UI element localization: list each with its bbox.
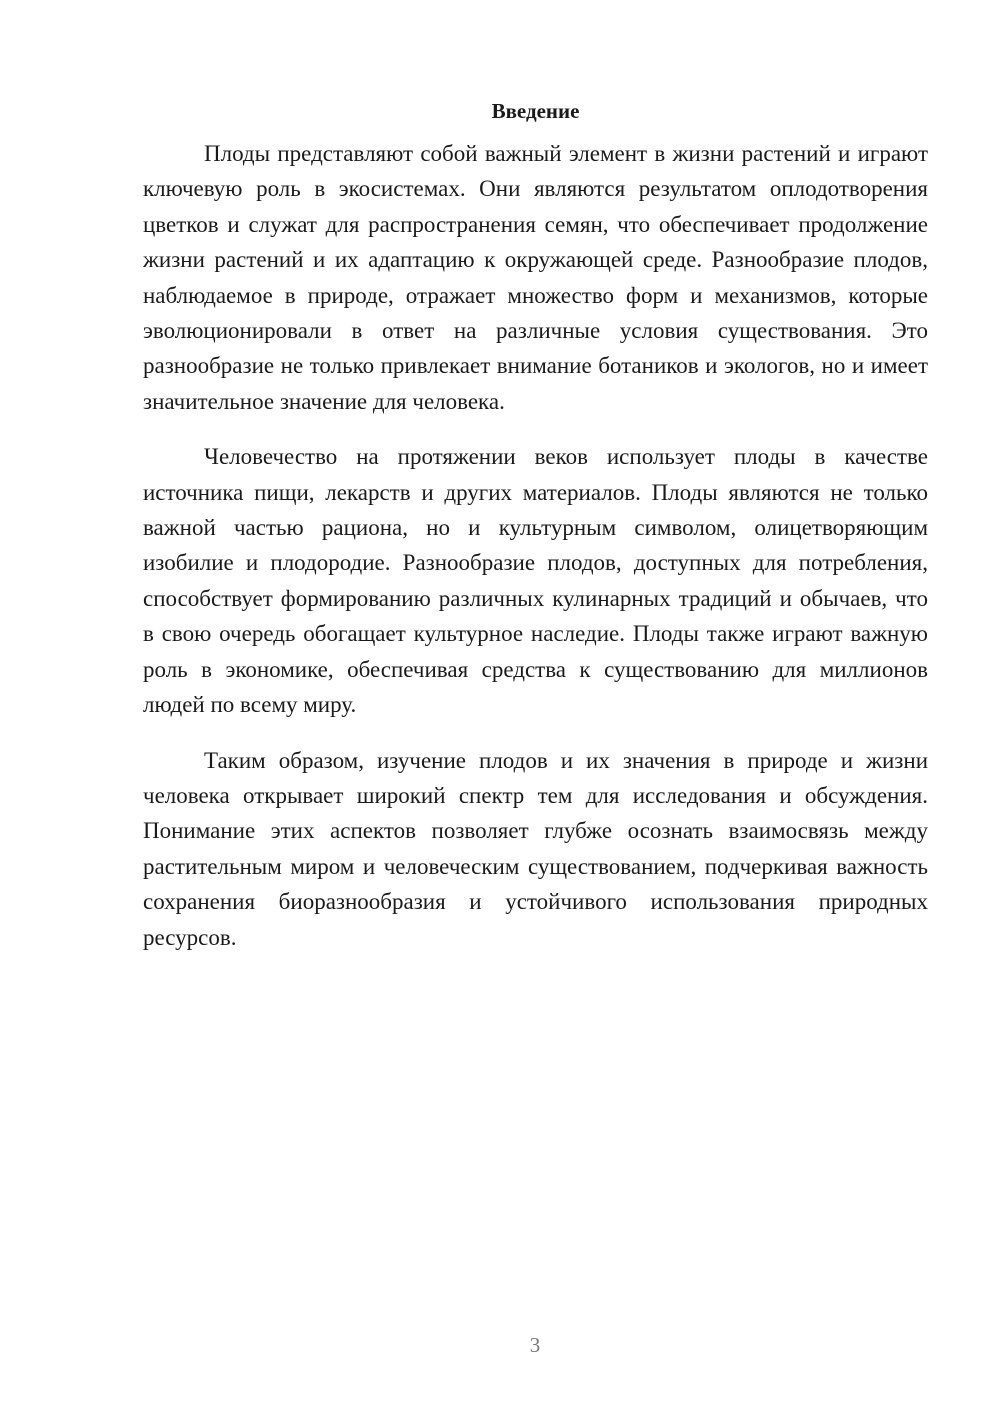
paragraph-2: Человечество на протяжении веков использует плоды в качестве источника пищи, лекарств и других материалов. Плоды являются не только важной частью рациона, но и культурным символом, олицетворяющим изобилие и плодородие. Разнообразие плодов, доступных для потребления, способствует формированию различных кулинарных традиций и обычаев, что в свою очередь обогащает культурное наследие. Плоды также играют важную роль в экономике, обеспечивая средства к существованию для миллионов людей по всему миру. [143, 444, 928, 718]
paragraph-3: Таким образом, изучение плодов и их значения в природе и жизни человека открывает широкий спектр тем для исследования и обсуждения. Понимание этих аспектов позволяет глубже осознать взаимосвязь между растительным миром и человеческим существованием, подчеркивая важность сохранения биоразнообразия и устойчивого использования природных ресурсов. [143, 747, 928, 950]
section-heading: Введение [491, 99, 580, 123]
page-number: 3 [529, 1333, 541, 1357]
paragraph-1: Плоды представляют собой важный элемент в жизни растений и играют ключевую роль в экосистемах. Они являются результатом оплодотворения цветков и служат для распространения семян, что обеспечивает продолжение жизни растений и их адаптацию к окружающей среде. Разнообразие плодов, наблюдаемое в природе, отражает множество форм и механизмов, которые эволюционировали в ответ на различные условия существования. Это разнообразие не только привлекает внимание ботаников и экологов, но и имеет значительное значение для человека. [143, 141, 928, 414]
page-content [143, 96, 928, 975]
